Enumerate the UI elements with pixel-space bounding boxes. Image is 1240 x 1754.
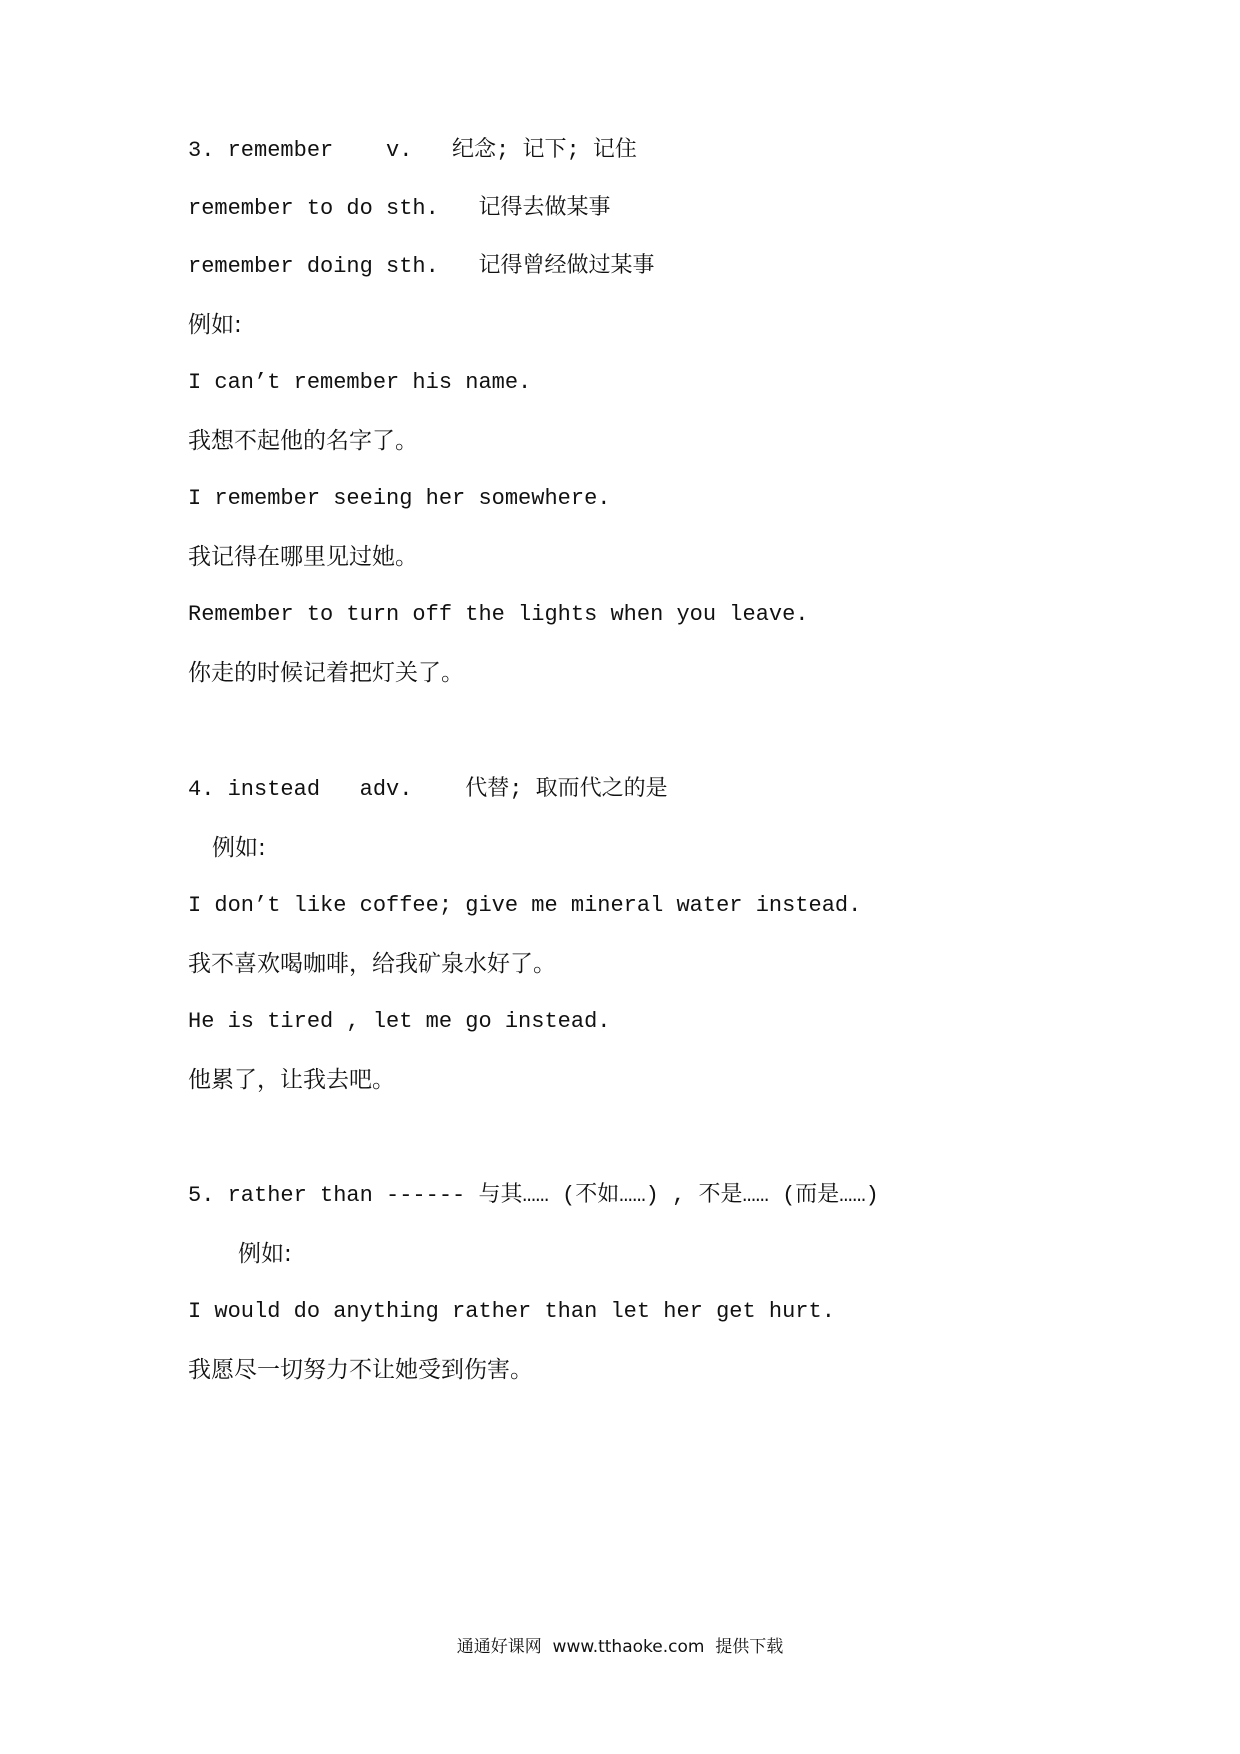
example-sentence: Remember to turn off the lights when you leave. xyxy=(188,602,809,627)
example-sentence: I remember seeing her somewhere. xyxy=(188,486,611,511)
example-sentence: I would do anything rather than let her get hurt. xyxy=(188,1299,835,1324)
example-translation: 他累了，让我去吧。 xyxy=(188,1067,395,1093)
example-translation: 我想不起他的名字了。 xyxy=(188,428,418,454)
example-label: 例如: xyxy=(188,312,242,338)
page-footer: 通通好课网 www.tthaoke.com 提供下载 xyxy=(456,1637,784,1657)
example-translation: 我记得在哪里见过她。 xyxy=(188,544,418,570)
example-translation: 我不喜欢喝咖啡，给我矿泉水好了。 xyxy=(188,951,556,977)
example-translation: 你走的时候记着把灯关了。 xyxy=(188,660,464,686)
example-label: 例如: xyxy=(212,835,266,861)
example-sentence: I don’t like coffee; give me mineral water instead. xyxy=(188,893,862,918)
example-sentence: He is tired , let me go instead. xyxy=(188,1009,611,1034)
example-label: 例如: xyxy=(238,1241,292,1267)
usage-line: remember doing sth. 记得曾经做过某事 xyxy=(188,254,655,279)
example-sentence: I can’t remember his name. xyxy=(188,370,532,395)
usage-line: remember to do sth. 记得去做某事 xyxy=(188,196,611,221)
section-heading: 3. remember v. 纪念; 记下; 记住 xyxy=(188,138,637,163)
section-heading: 4. instead adv. 代替; 取而代之的是 xyxy=(188,777,668,802)
example-translation: 我愿尽一切努力不让她受到伤害。 xyxy=(188,1357,533,1383)
section-heading: 5. rather than ------ 与其…… (不如……) , 不是…… (而是……) xyxy=(188,1183,879,1208)
